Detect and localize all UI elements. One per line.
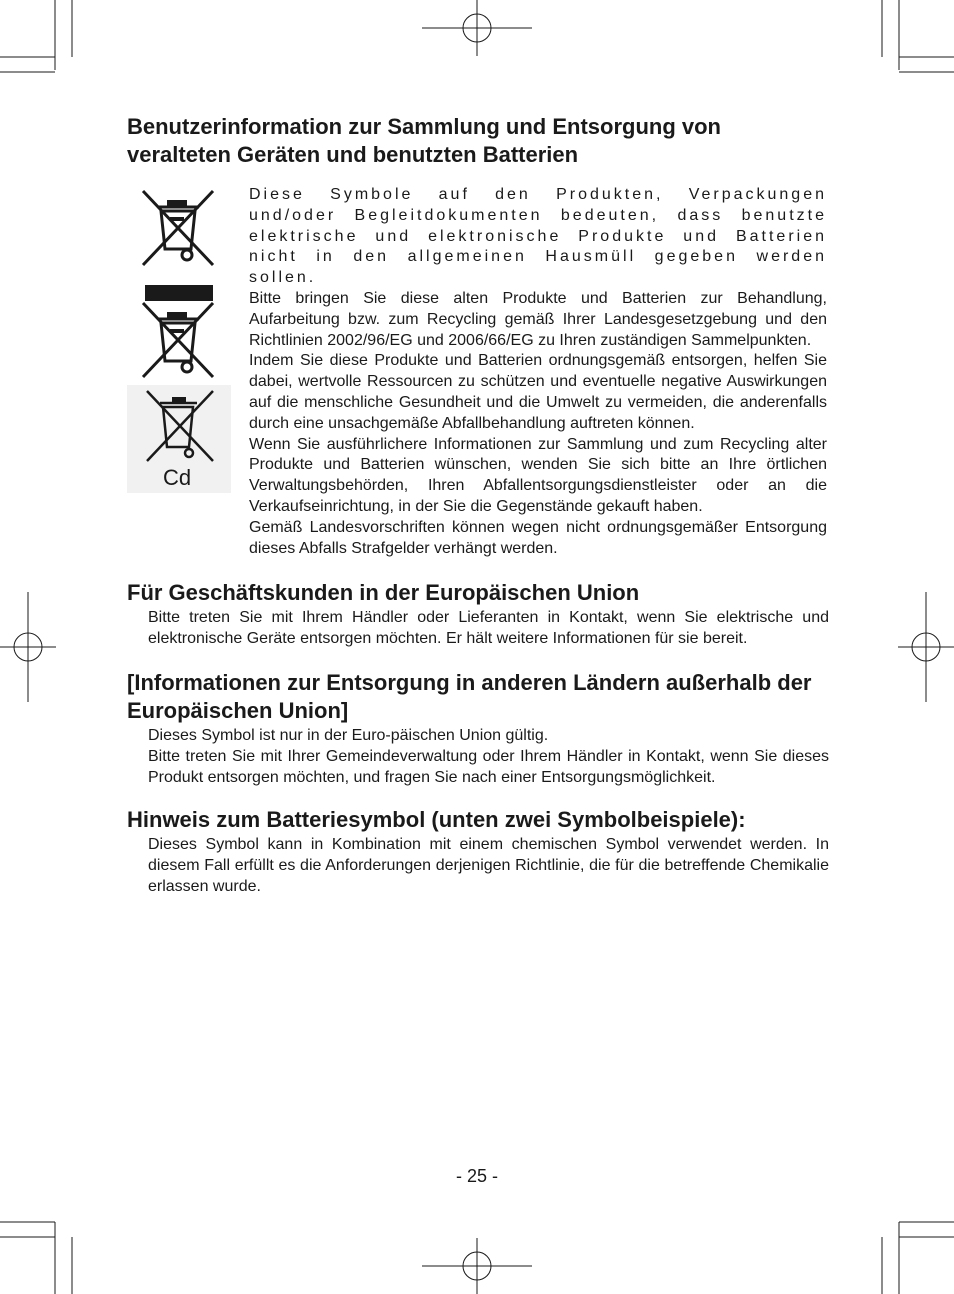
section-title-disposal: Benutzerinformation zur Sammlung und Entsorgung von veralteten Geräten und benutzten Batterien xyxy=(127,114,721,167)
cd-label: Cd xyxy=(163,465,192,490)
page-content xyxy=(127,113,829,897)
paragraph: Bitte treten Sie mit Ihrem Händler oder Lieferanten in Kontakt, wenn Sie elektrische und elektronische Geräte entsorgen möchten. Er hält weitere Informationen für sie bereit. xyxy=(148,609,829,648)
disposal-intro xyxy=(127,185,829,559)
paragraph: Diese Symbole auf den Produkten, Verpackungen und/oder Begleitdokumenten bedeuten, dass benutzte elektrische und elektronische Produkte und Batterien nicht in den allgemeinen Hausmüll gegeben werden sollen. xyxy=(249,186,827,287)
battery-cd-icon xyxy=(127,385,231,493)
section-title-non-eu: [Informationen zur Entsorgung in anderen Ländern außerhalb der Europäischen Union] xyxy=(127,670,812,724)
disposal-text xyxy=(249,185,827,559)
crossed-bin-icon xyxy=(127,301,231,385)
section-business-customers xyxy=(127,579,829,649)
paragraph: Dieses Symbol kann in Kombination mit einem chemischen Symbol verwendet werden. In diesem Fall erfüllt es die Anforderungen derjenigen Richtlinie, die für die betreffende Chemikalie erlassen wurde. xyxy=(148,836,829,896)
section-body xyxy=(148,607,829,649)
section-title-battery: Hinweis zum Batteriesymbol (unten zwei Symbolbeispiele): xyxy=(127,807,746,833)
crossed-bin-icon xyxy=(127,185,231,285)
section-title-business: Für Geschäftskunden in der Europäischen Union xyxy=(127,580,640,606)
section-body xyxy=(148,834,829,897)
paragraph: Gemäß Landesvorschriften können wegen nicht ordnungsgemäßer Entsorgung dieses Abfalls Strafgelder verhängt werden. xyxy=(249,518,827,557)
paragraph: Indem Sie diese Produkte und Batterien ordnungsgemäß entsorgen, helfen Sie dabei, wertvolle Ressourcen zu schützen und eventuelle negative Auswirkungen auf die menschliche Gesundheit und die Umwelt zu vermeiden, die anderenfalls durch eine unsachgemäße Abfallbehandlung auftreten können. xyxy=(249,352,827,432)
paragraph: Bitte bringen Sie diese alten Produkte und Batterien zur Behandlung, Aufarbeitung bzw. zum Recycling gemäß Ihrer Landesgesetzgebung und den Richtlinien 2002/96/EG und 2006/66/EG zu Ihren zuständigen Sammelpunkten. xyxy=(249,289,827,349)
section-battery-symbol xyxy=(127,806,829,897)
section-body xyxy=(148,725,829,788)
black-bar-icon xyxy=(127,285,231,301)
section-non-eu xyxy=(127,669,829,788)
paragraph: Dieses Symbol ist nur in der Euro-päischen Union gültig. xyxy=(148,727,549,745)
paragraph: Wenn Sie ausführlichere Informationen zur Sammlung und zum Recycling alter Produkte und Batterien wünschen, wenden Sie sich bitte an Ihre örtlichen Verwaltungsbehörden, Ihren Abfallentsorgungsdienstleister oder an die Verkaufseinrichtung, in der Sie die Gegenstände gekauft haben. xyxy=(249,435,827,515)
disposal-symbols xyxy=(127,185,231,559)
paragraph: Bitte treten Sie mit Ihrer Gemeindeverwaltung oder Ihrem Händler in Kontakt, wenn Sie dieses Produkt entsorgen möchten, und fragen Sie nach einer Entsorgungsmöglichkeit. xyxy=(148,748,829,787)
page-number: - 25 - xyxy=(455,1166,498,1186)
